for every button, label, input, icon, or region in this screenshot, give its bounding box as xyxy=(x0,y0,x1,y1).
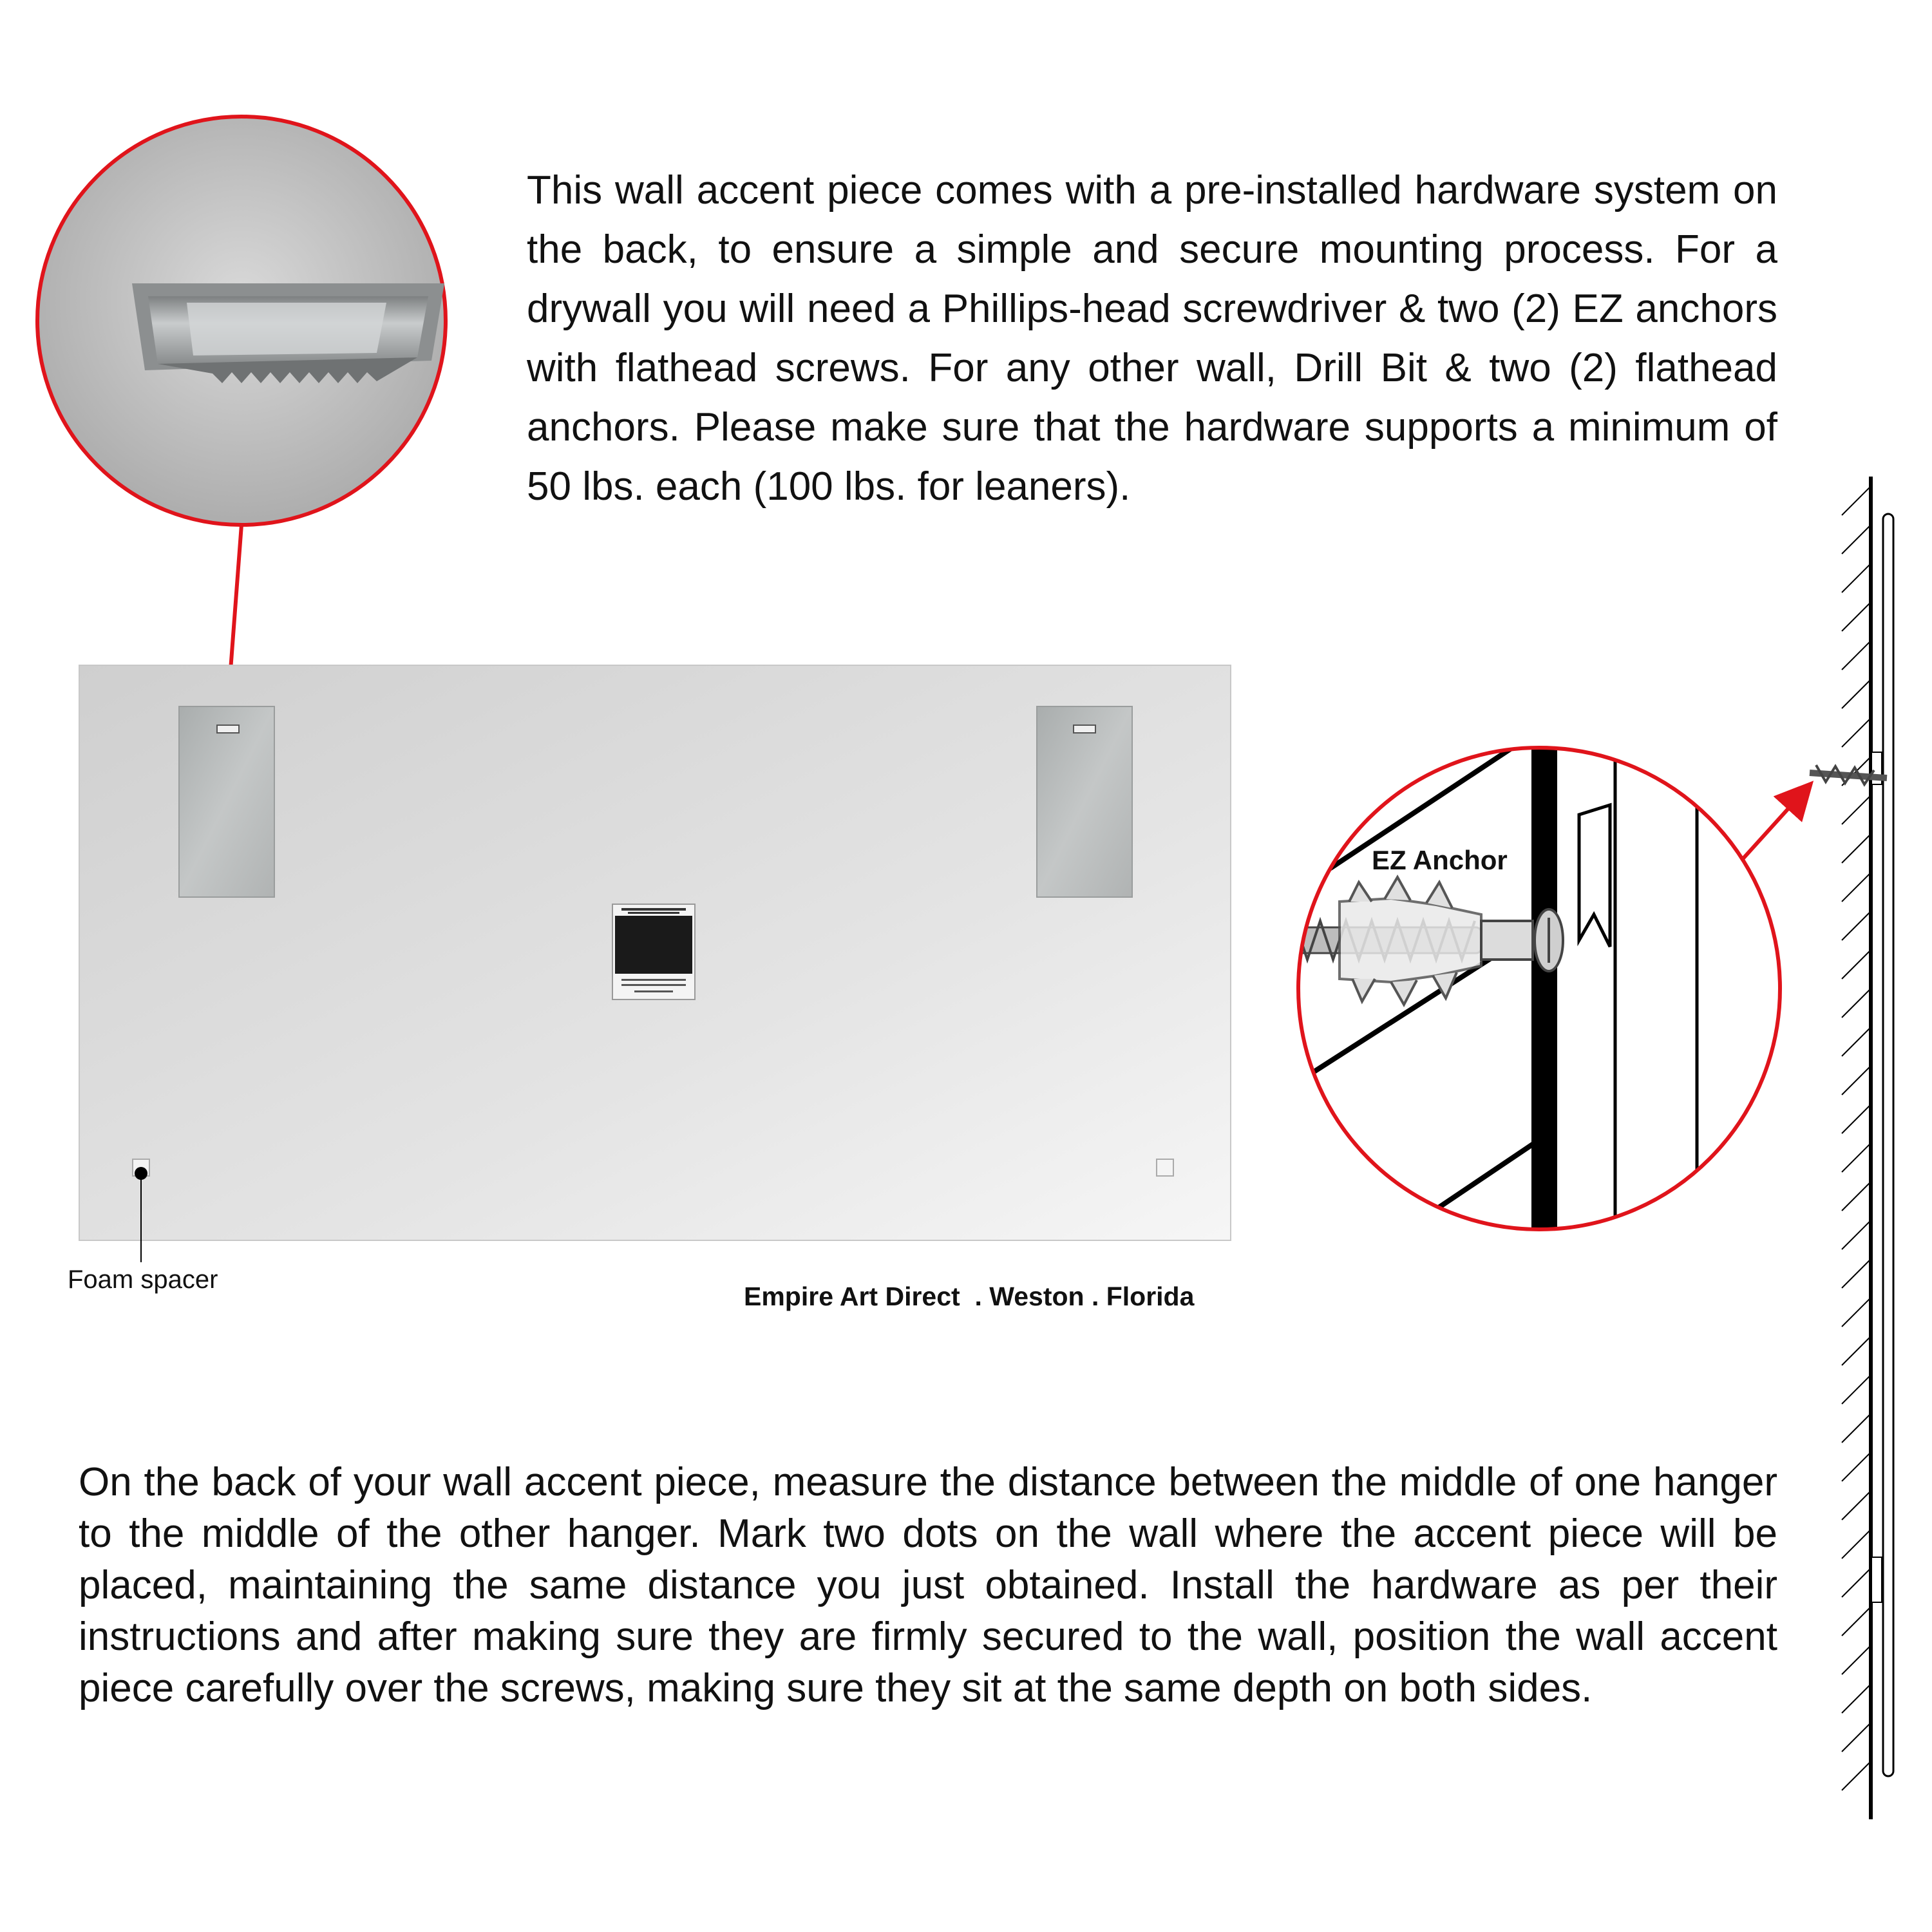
sawtooth-hanger-icon xyxy=(1074,725,1095,733)
sawtooth-hanger-icon xyxy=(132,283,444,383)
instructions-label xyxy=(612,904,695,999)
ez-anchor-label: EZ Anchor xyxy=(1372,845,1508,875)
foam-spacer-label: Foam spacer xyxy=(68,1265,218,1294)
company-credit: Empire Art Direct . Weston . Florida xyxy=(744,1282,1195,1311)
wall-hatching xyxy=(1842,486,1871,1790)
sawtooth-hanger-icon xyxy=(217,725,239,733)
callout-arrow-right xyxy=(1742,792,1803,860)
hanger-plate-right xyxy=(1037,706,1132,897)
hanger-zoom-callout xyxy=(37,117,446,525)
accent-panel-side xyxy=(1883,514,1893,1776)
wall-side-view xyxy=(1810,477,1893,1819)
intro-paragraph: This wall accent piece comes with a pre-installed hardware system on the back, to ensure a simple and secure mounting process. For a drywall you will need a Phillips-head screwdriver & two (2) EZ anchors with flathead screws. For any other wall, Drill Bit & two (2) flathead anchors. Please make sure that the hardware supports a minimum of 50 lbs. each (100 lbs. for leaners). xyxy=(527,168,1777,509)
foam-spacer-side xyxy=(1871,1557,1882,1602)
ez-anchor-callout xyxy=(1275,708,1780,1275)
foam-spacer-right xyxy=(1157,1159,1173,1176)
hanger-plate-left xyxy=(179,706,274,897)
steps-paragraph: On the back of your wall accent piece, measure the distance between the middle of one hanger to the middle of the other hanger. Mark two dots on the wall where the accent piece will be placed, maintaining the same distance you just obtained. Install the hardware as per their instructions and after making sure they are firmly secured to the wall, position the wall accent piece carefully over the screws, making sure they sit at the same depth on both sides. xyxy=(79,1460,1777,1710)
panel-back-view xyxy=(79,665,1231,1241)
